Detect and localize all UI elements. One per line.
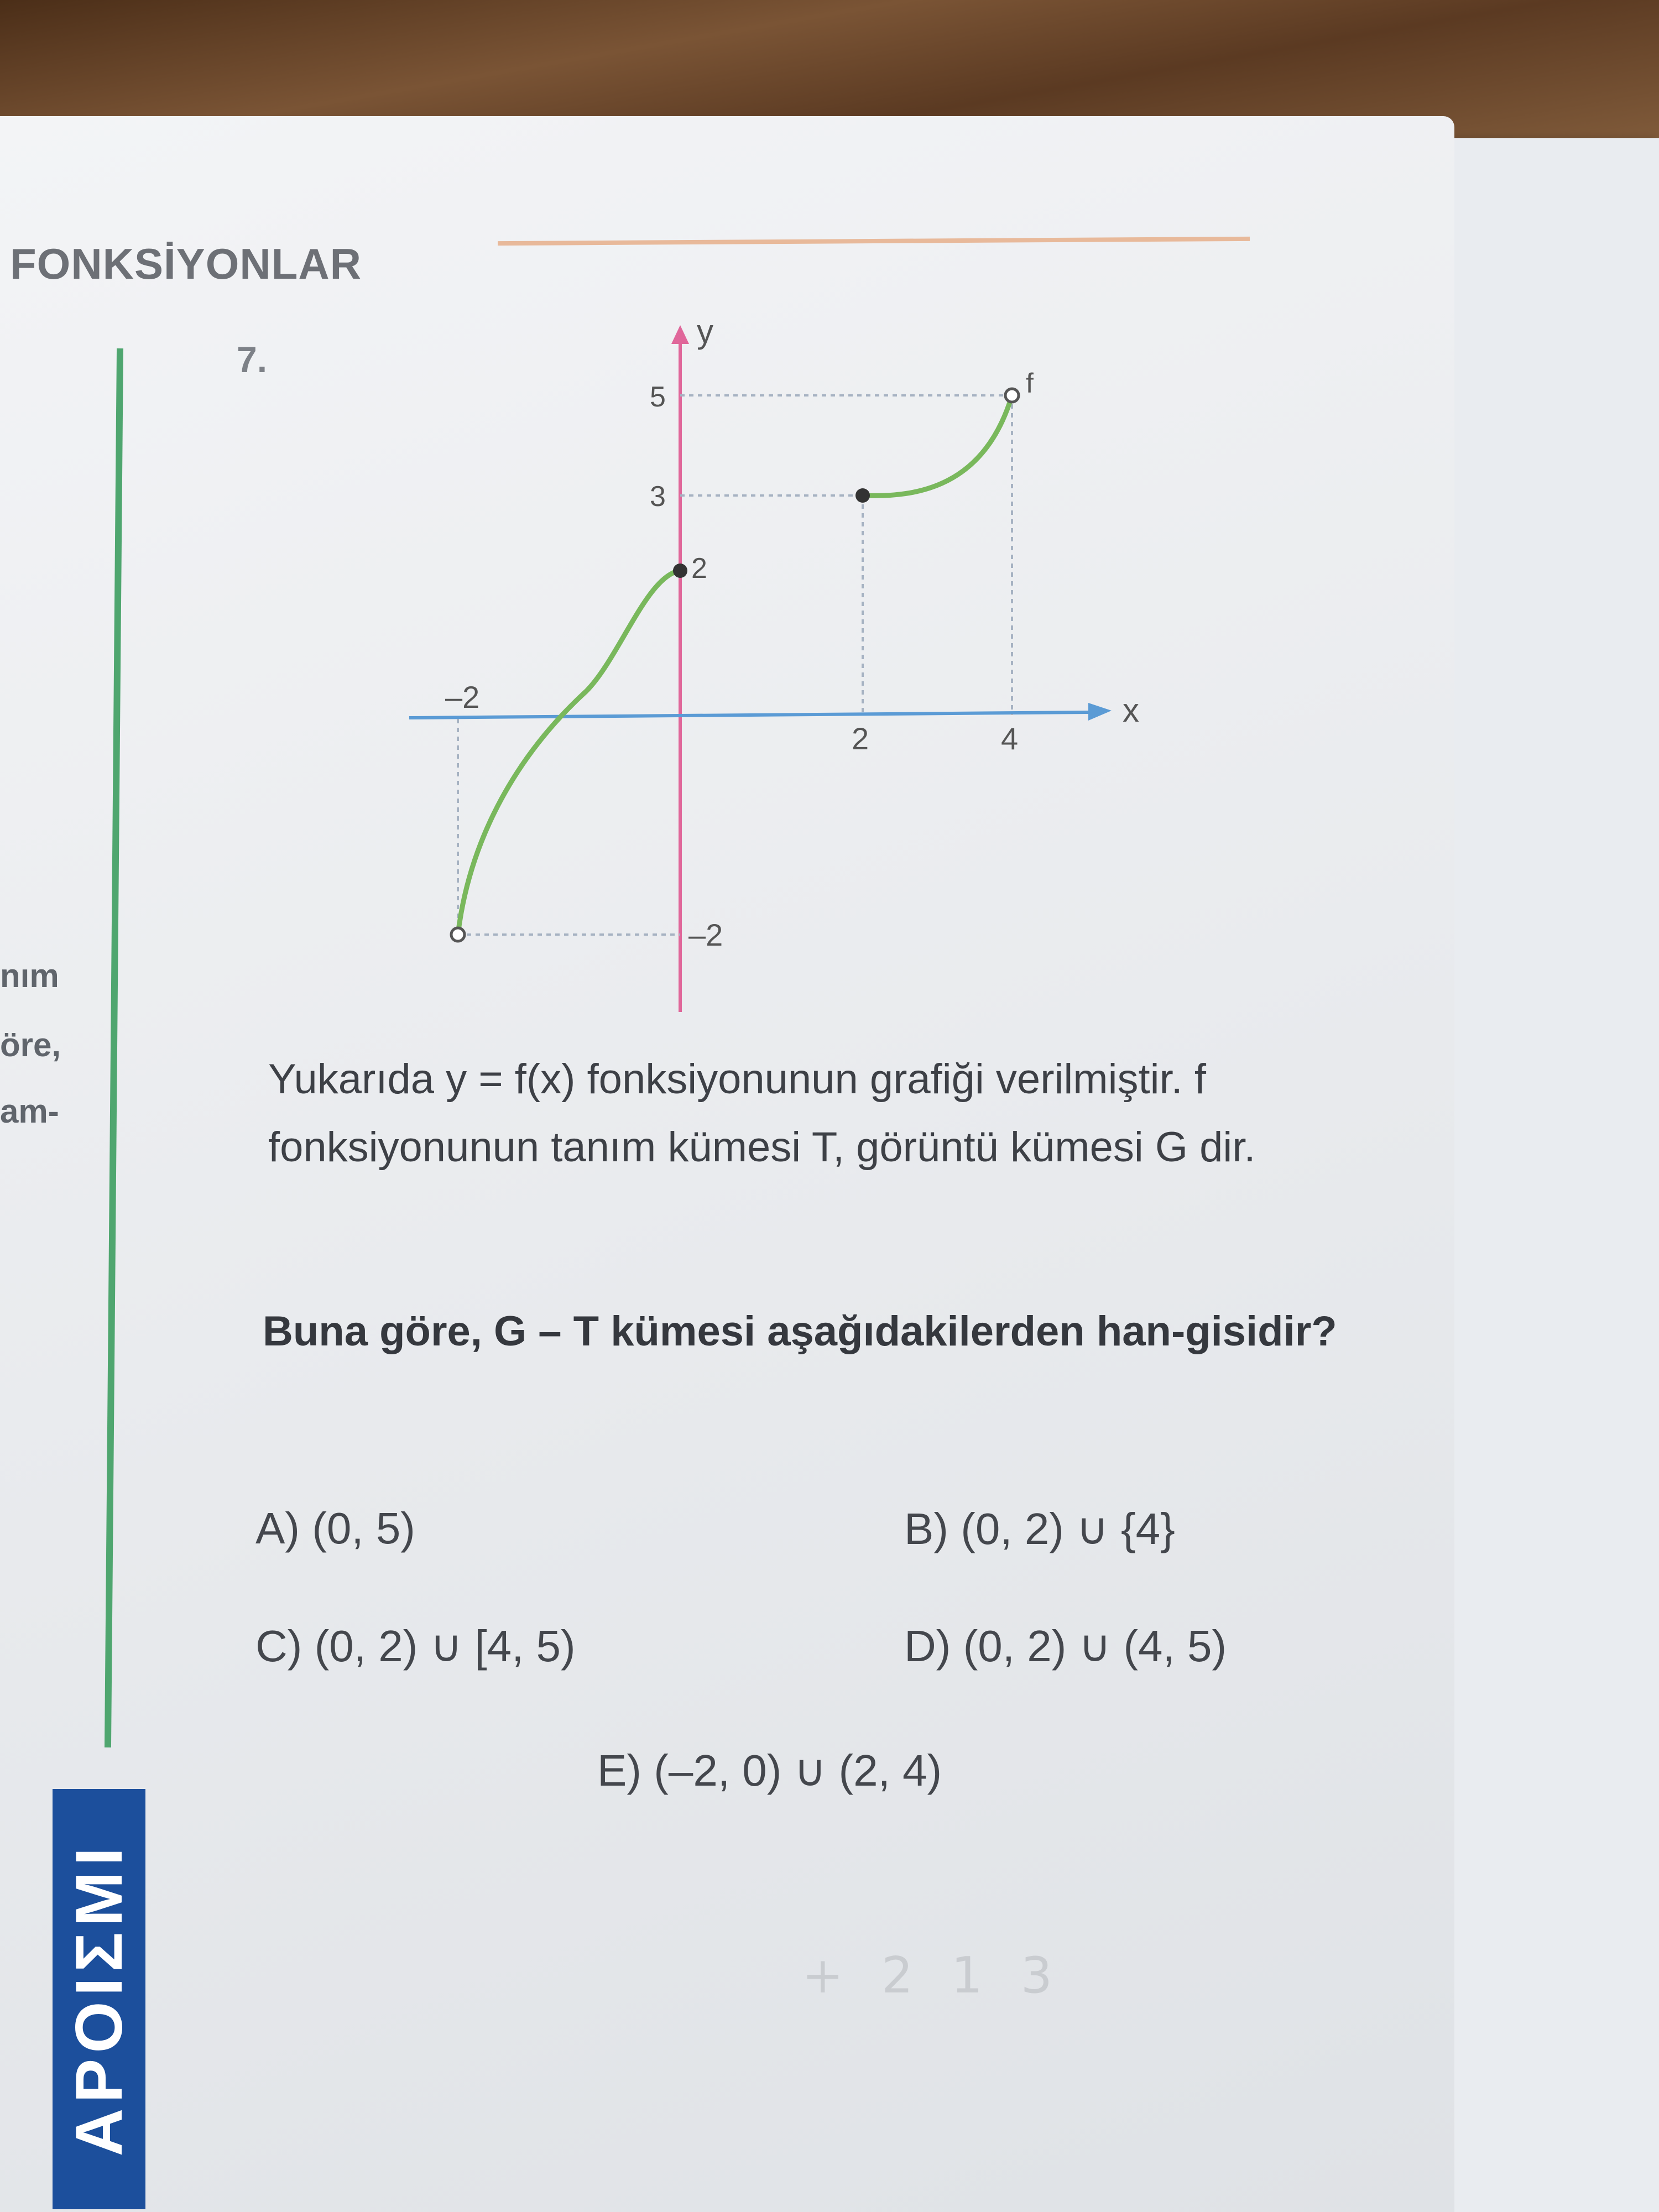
open-point — [451, 928, 465, 941]
x-tick-label: –2 — [445, 680, 480, 714]
logo-text: ΑΡΟΙΣΜΙ — [62, 1841, 136, 2157]
closed-point — [673, 564, 687, 578]
option-e[interactable]: E) (–2, 0) ∪ (2, 4) — [597, 1746, 942, 1795]
y-tick-label: 3 — [650, 481, 666, 513]
y-tick-label: –2 — [688, 917, 723, 952]
x-tick-label: 4 — [1001, 721, 1019, 756]
section-title: FONKSİYONLAR — [10, 239, 362, 288]
margin-fragment: am- — [0, 1093, 59, 1130]
question-number: 7. — [237, 339, 268, 380]
x-axis — [409, 712, 1089, 718]
question-text: Yukarıda y = f(x) fonksiyonunun grafiği verilmiştir. f fonksiyonunun tanım kümesi T, görüntü kümesi G dir. — [268, 1056, 1256, 1171]
margin-fragment: öre, — [0, 1026, 61, 1063]
curve-right — [863, 395, 1012, 495]
margin-fragment: nım — [0, 957, 59, 994]
x-axis-label: x — [1123, 692, 1139, 729]
open-point — [1005, 389, 1019, 402]
y-axis-label: y — [697, 313, 713, 350]
option-d[interactable]: D) (0, 2) ∪ (4, 5) — [904, 1621, 1227, 1671]
y-tick-label: 2 — [691, 552, 707, 585]
option-c[interactable]: C) (0, 2) ∪ [4, 5) — [255, 1621, 576, 1671]
x-tick-label: 2 — [852, 721, 869, 756]
publisher-logo — [53, 1789, 145, 2209]
closed-point — [855, 488, 870, 503]
x-axis-arrow — [1088, 703, 1112, 721]
option-a[interactable]: A) (0, 5) — [255, 1504, 415, 1553]
y-tick-label: 5 — [650, 381, 666, 413]
function-label: f — [1026, 368, 1034, 399]
pencil-marks: + 2 1 3 — [802, 1947, 1064, 2005]
function-graph — [387, 310, 1327, 1029]
y-axis-arrow — [671, 325, 689, 344]
option-b[interactable]: B) (0, 2) ∪ {4} — [904, 1504, 1175, 1553]
question-prompt: Buna göre, G – T kümesi aşağıdakilerden han-gisidir? — [263, 1308, 1337, 1355]
curve-left — [458, 571, 680, 935]
